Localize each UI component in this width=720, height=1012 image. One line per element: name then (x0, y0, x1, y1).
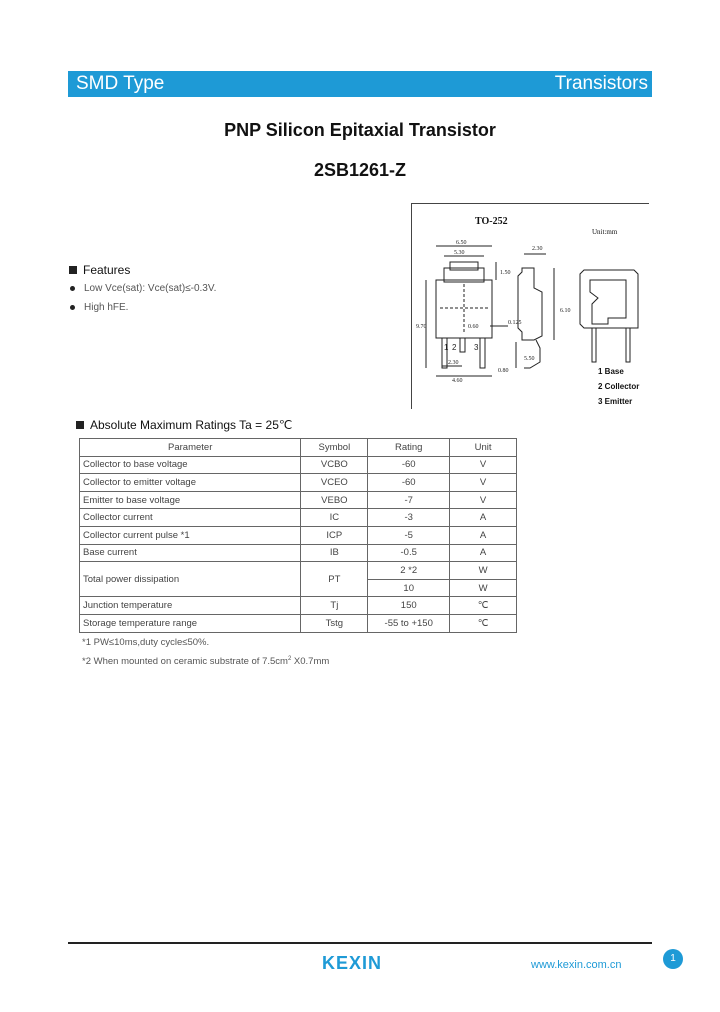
side-view-lead (524, 340, 540, 368)
svg-text:1.50: 1.50 (500, 270, 511, 276)
table-row: Collector to emitter voltage VCEO -60 V (80, 474, 517, 492)
back-view-tab (590, 280, 626, 324)
pin-label-base: 1 Base (598, 367, 624, 376)
footnote-1: *1 PW≤10ms,duty cycle≤50%. (82, 637, 210, 648)
back-view-lead-1 (592, 328, 596, 362)
svg-text:6.50: 6.50 (456, 240, 467, 246)
footer-url[interactable]: www.kexin.com.cn (531, 959, 622, 971)
table-row: Emitter to base voltage VEBO -7 V (80, 491, 517, 509)
bullet-square-icon (76, 421, 84, 429)
column-header: Rating (368, 439, 450, 457)
footer-divider (68, 942, 652, 944)
svg-text:0.60: 0.60 (468, 324, 479, 330)
page-title: PNP Silicon Epitaxial Transistor (224, 120, 496, 140)
column-header: Unit (450, 439, 517, 457)
svg-text:9.70: 9.70 (416, 324, 427, 330)
kexin-logo: KEXIN (322, 953, 383, 973)
absolute-maximum-ratings-table (79, 438, 517, 633)
feature-item: High hFE. (70, 302, 128, 313)
bullet-dot-icon (70, 286, 75, 291)
features-heading: Features (69, 263, 130, 277)
front-view-tab-top (450, 262, 478, 270)
part-number: 2SB1261-Z (313, 160, 407, 180)
table-row: Collector current pulse *1 ICP -5 A (80, 526, 517, 544)
pin-number-3: 3 (474, 343, 479, 352)
svg-text:6.10: 6.10 (560, 308, 571, 314)
column-header: Parameter (80, 439, 301, 457)
table-header-row (80, 439, 517, 457)
side-view-body (518, 268, 542, 340)
pin-number-1: 1 (444, 343, 449, 352)
package-name: TO-252 (475, 216, 508, 227)
svg-text:2.30: 2.30 (532, 246, 543, 252)
svg-text:0.80: 0.80 (498, 368, 509, 374)
svg-text:0.125: 0.125 (508, 320, 522, 326)
pin-number-2: 2 (452, 343, 457, 352)
lead-3 (480, 338, 485, 368)
package-outline-drawing (412, 232, 648, 406)
header-banner (68, 71, 652, 97)
table-row: Total power dissipation PT 2 *2 W (80, 562, 517, 580)
table-row: Base current IB -0.5 A (80, 544, 517, 562)
bullet-square-icon (69, 266, 77, 274)
svg-text:2.30: 2.30 (448, 360, 459, 366)
pin-label-collector: 2 Collector (598, 382, 640, 391)
table-row: Storage temperature range Tstg -55 to +150 ℃ (80, 614, 517, 632)
back-view-body (580, 270, 638, 328)
lead-2 (460, 338, 465, 352)
column-header: Symbol (301, 439, 368, 457)
feature-item: Low Vce(sat): Vce(sat)≤-0.3V. (70, 283, 216, 294)
table-row: Junction temperature Tj 150 ℃ (80, 597, 517, 615)
ratings-heading: Absolute Maximum Ratings Ta = 25℃ (76, 418, 292, 432)
page-number-badge: 1 (663, 949, 683, 969)
back-view-lead-3 (626, 328, 630, 362)
bullet-dot-icon (70, 305, 75, 310)
pin-label-emitter: 3 Emitter (598, 397, 633, 406)
svg-text:4.60: 4.60 (452, 378, 463, 384)
footnote-2: *2 When mounted on ceramic substrate of $7.5cm^2$ X0.7mm (82, 656, 330, 668)
header-product-type: Transistors (554, 73, 648, 94)
package-unit: Unit:mm (592, 228, 618, 236)
svg-text:5.30: 5.30 (454, 250, 465, 256)
table-row: Collector current IC -3 A (80, 509, 517, 527)
svg-text:5.50: 5.50 (524, 356, 535, 362)
header-category: SMD Type (76, 73, 165, 94)
table-row: Collector to base voltage VCBO -60 V (80, 456, 517, 474)
table-row: 10 W (80, 579, 517, 597)
